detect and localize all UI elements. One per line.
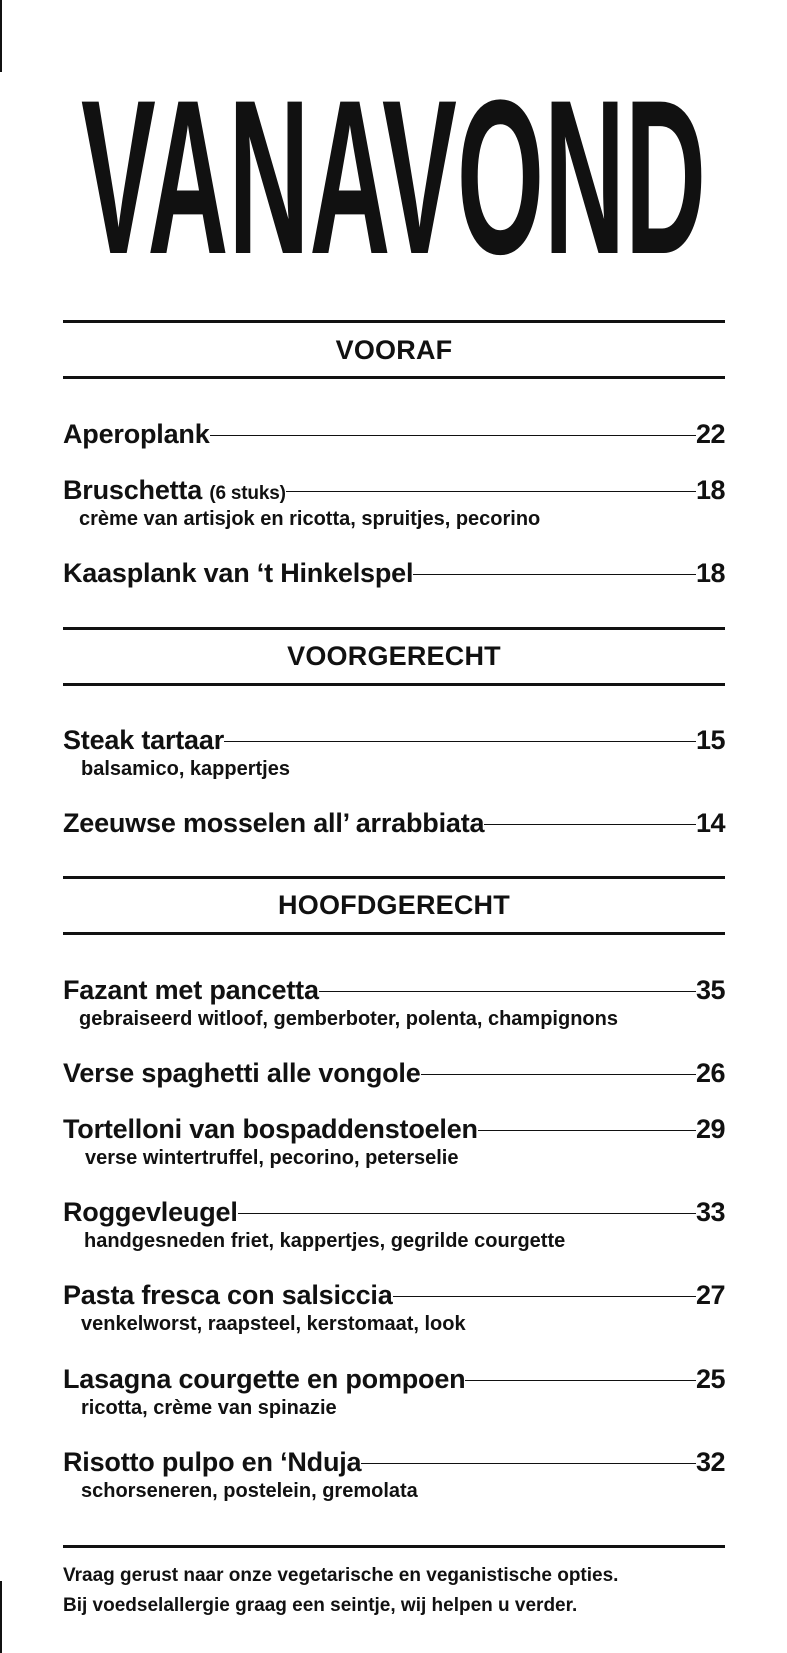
menu-item-fazant [63,973,725,1031]
item-description: gebraiseerd witloof, gemberboter, polenta, champignons [79,1008,618,1030]
section-rule-bottom [63,376,725,379]
item-name: Aperoplank [63,418,210,449]
leader-line [238,1213,696,1214]
item-price: 27 [695,1279,725,1310]
item-description: crème van artisjok en ricotta, spruitjes, pecorino [79,508,541,530]
item-price: 33 [695,1196,725,1227]
item-price: 25 [695,1363,725,1394]
footer-line-vegetarian: Vraag gerust naar onze vegetarische en veganistische opties. [63,1565,619,1586]
item-price: 15 [695,724,725,755]
item-description: verse wintertruffel, pecorino, peterselie [85,1147,459,1169]
menu-item-lasagna [63,1362,725,1420]
menu-item-pasta-fresca [63,1278,725,1336]
item-name: Kaasplank van ‘t Hinkelspel [63,557,414,588]
leader-line [465,1380,695,1381]
item-price: 14 [695,807,725,838]
menu-item-kaasplank [63,556,725,590]
leader-line [421,1074,696,1075]
item-price: 32 [695,1446,725,1477]
item-description: ricotta, crème van spinazie [81,1397,337,1419]
item-price: 18 [695,557,725,588]
item-name: Steak tartaar [63,724,224,755]
menu-title [0,60,787,260]
menu-title-text: VANAVOND [81,60,706,260]
section-rule-top [63,876,725,879]
item-name: Fazant met pancetta [63,974,319,1005]
footer-line-allergy: Bij voedselallergie graag een seintje, wij helpen u verder. [63,1595,578,1616]
item-description: balsamico, kappertjes [81,758,290,780]
item-price: 22 [695,418,725,449]
menu-item-roggevleugel [63,1195,725,1253]
item-name: Risotto pulpo en ‘Nduja [63,1446,362,1477]
menu-item-spaghetti-vongole [63,1056,725,1090]
section-rule-top [63,320,725,323]
leader-line [319,991,696,992]
menu-item-risotto [63,1445,725,1503]
section-title-voorgerecht: VOORGERECHT [287,641,501,671]
menu-item-tortelloni [63,1112,725,1170]
item-price: 29 [695,1113,725,1144]
footer-rule [63,1545,725,1548]
item-description: schorseneren, postelein, gremolata [81,1480,418,1502]
menu-item-aperoplank [63,417,725,451]
item-name: Verse spaghetti alle vongole [63,1057,421,1088]
item-description: handgesneden friet, kappertjes, gegrilde courgette [84,1230,566,1252]
item-name: Zeeuwse mosselen all’ arrabbiata [63,807,485,838]
leader-line [361,1463,696,1464]
item-note: (6 stuks) [209,482,286,504]
menu-item-zeeuwse-mosselen [63,806,725,840]
leader-line [224,741,696,742]
section-title-hoofdgerecht: HOOFDGERECHT [278,890,510,920]
crop-mark-bottom [0,1581,2,1653]
item-name: Bruschetta (6 stuks) [63,474,286,505]
item-name: Roggevleugel [63,1196,238,1227]
item-price: 18 [695,474,725,505]
item-name: Tortelloni van bospaddenstoelen [63,1113,478,1144]
menu-item-bruschetta [63,473,725,531]
leader-line [210,435,696,436]
item-description: venkelworst, raapsteel, kerstomaat, look [81,1313,466,1335]
item-price: 26 [695,1057,725,1088]
leader-line [484,824,696,825]
section-title-vooraf: VOORAF [335,335,453,365]
item-name: Lasagna courgette en pompoen [63,1363,466,1394]
footer-note [63,1561,725,1621]
section-rule-bottom [63,932,725,935]
leader-line [478,1130,696,1131]
leader-line [286,491,696,492]
leader-line [413,574,696,575]
item-price: 35 [695,974,725,1005]
leader-line [393,1296,696,1297]
section-rule-top [63,627,725,630]
item-name: Pasta fresca con salsiccia [63,1279,393,1310]
section-rule-bottom [63,683,725,686]
menu-item-steak-tartaar [63,723,725,781]
